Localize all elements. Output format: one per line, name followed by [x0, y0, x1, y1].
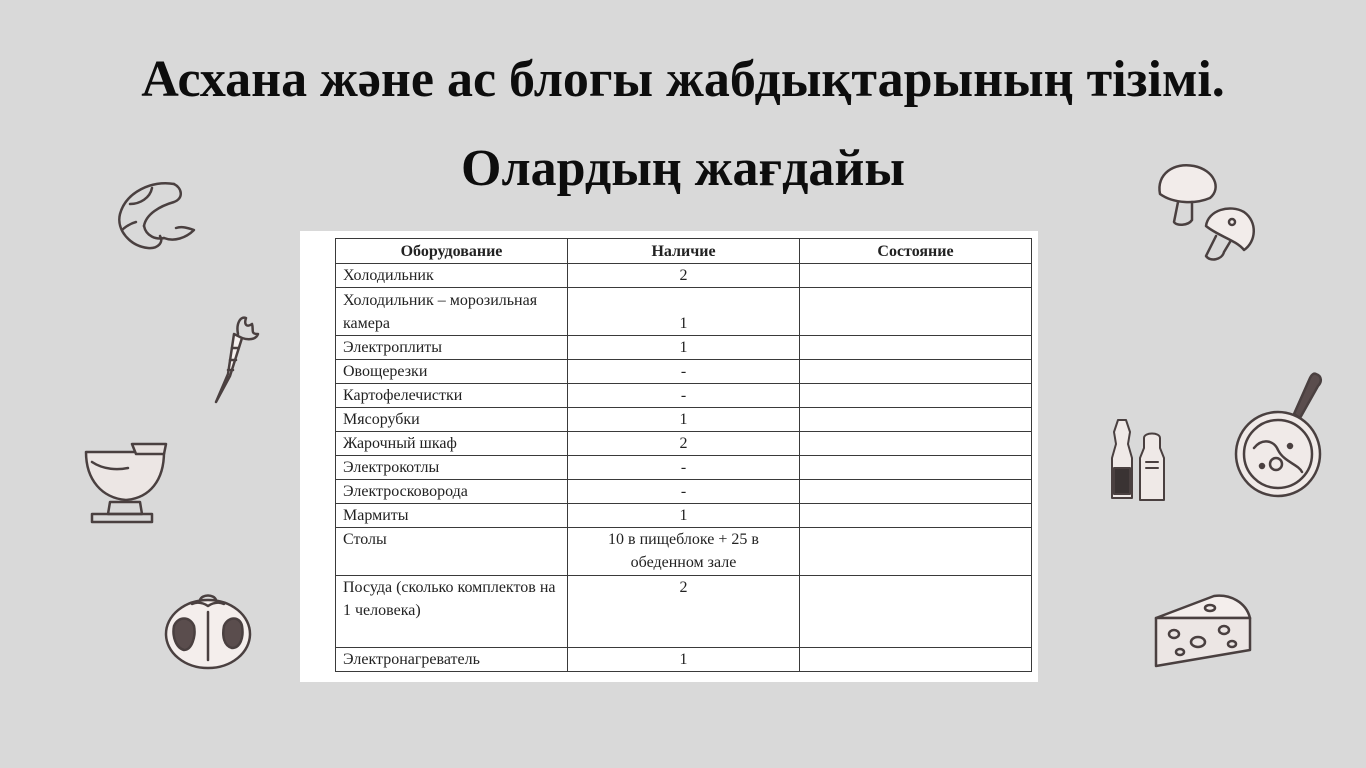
state-cell	[800, 648, 1032, 672]
equipment-cell: Мясорубки	[336, 408, 568, 432]
header-condition: Состояние	[800, 239, 1032, 264]
qty-cell: 1	[568, 648, 800, 672]
state-cell	[800, 360, 1032, 384]
state-cell	[800, 264, 1032, 288]
equipment-cell: Мармиты	[336, 504, 568, 528]
equipment-cell: Холодильник	[336, 264, 568, 288]
equipment-cell: Жарочный шкаф	[336, 432, 568, 456]
equipment-cell: Овощерезки	[336, 360, 568, 384]
equipment-cell: Картофелечистки	[336, 384, 568, 408]
table-row	[336, 360, 1032, 384]
table-row	[336, 504, 1032, 528]
qty-cell: 2	[568, 264, 800, 288]
equipment-cell: Столы	[336, 528, 568, 576]
table-row	[336, 336, 1032, 360]
mushroom-icon	[1152, 160, 1262, 268]
state-cell	[800, 480, 1032, 504]
frying-pan-icon	[1232, 368, 1328, 500]
qty-cell: -	[568, 384, 800, 408]
equipment-table	[335, 238, 1032, 672]
equipment-cell: Электроплиты	[336, 336, 568, 360]
table-row	[336, 264, 1032, 288]
mortar-icon	[80, 440, 170, 526]
qty-cell: 1	[568, 504, 800, 528]
qty-cell: -	[568, 360, 800, 384]
equipment-table-scan	[300, 231, 1038, 682]
state-cell	[800, 576, 1032, 648]
table-header-row	[336, 239, 1032, 264]
qty-cell: 2	[568, 576, 800, 648]
table-row	[336, 456, 1032, 480]
qty-cell: 1	[568, 408, 800, 432]
table-row	[336, 528, 1032, 576]
state-cell	[800, 336, 1032, 360]
croissant-icon	[112, 178, 200, 252]
header-equipment: Оборудование	[336, 239, 568, 264]
qty-cell: 10 в пищеблоке + 25 в обеденном зале	[568, 528, 800, 576]
table-row	[336, 384, 1032, 408]
equipment-cell: Электросковорода	[336, 480, 568, 504]
header-availability: Наличие	[568, 239, 800, 264]
state-cell	[800, 528, 1032, 576]
state-cell	[800, 432, 1032, 456]
equipment-cell: Холодильник – морозильная камера	[336, 288, 568, 336]
table-row	[336, 432, 1032, 456]
qty-cell: 2	[568, 432, 800, 456]
state-cell	[800, 504, 1032, 528]
equipment-cell: Электрокотлы	[336, 456, 568, 480]
equipment-cell: Электронагреватель	[336, 648, 568, 672]
table-row	[336, 480, 1032, 504]
slide-title-line-2: Олардың жағдайы	[461, 140, 905, 197]
qty-cell: -	[568, 456, 800, 480]
carrot-icon	[206, 314, 268, 404]
state-cell	[800, 288, 1032, 336]
state-cell	[800, 384, 1032, 408]
qty-cell: -	[568, 480, 800, 504]
slide-title-line-1: Асхана және ас блогы жабдықтарының тізімі.	[141, 51, 1225, 108]
cheese-icon	[1152, 590, 1254, 670]
tomato-icon	[162, 590, 254, 672]
table-row	[336, 648, 1032, 672]
state-cell	[800, 408, 1032, 432]
salt-pepper-icon	[1104, 418, 1174, 504]
table-row	[336, 576, 1032, 648]
state-cell	[800, 456, 1032, 480]
equipment-cell: Посуда (сколько комплектов на 1 человека)	[336, 576, 568, 648]
table-row	[336, 288, 1032, 336]
qty-cell: 1	[568, 288, 800, 336]
table-row	[336, 408, 1032, 432]
qty-cell: 1	[568, 336, 800, 360]
